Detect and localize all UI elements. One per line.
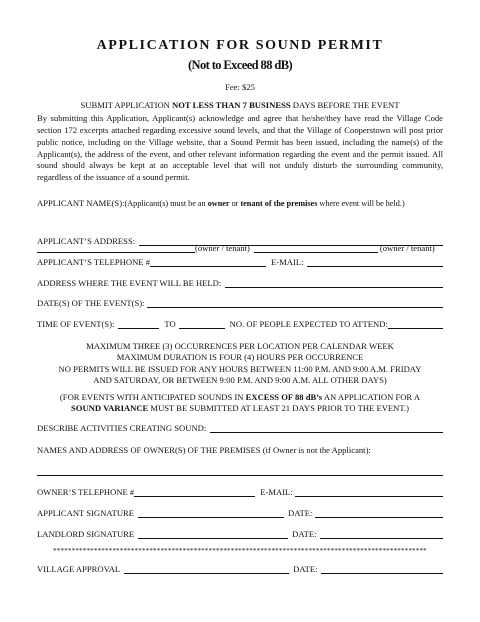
time-start-field[interactable]	[118, 318, 159, 329]
acknowledgement-paragraph: By submitting this Application, Applicant(s) acknowledge and agree that he/she/they have read the Village Code section 172 excerpts attached regarding excessive sound levels, and that the Village of Cooperstown will post prior public notice, including on the Village website, that a Sound Permit has been issued, including the name(s) of the Applicant(s), the address of the event, and other relevant information regarding the event and the permit issued. All sound should always be kept at an acceptable level that will not unduly disturb the surrounding community, regardless of the issuance of a sound permit.	[37, 113, 443, 183]
describe-activities-field[interactable]	[210, 422, 443, 433]
time-end-field[interactable]	[179, 318, 225, 329]
applicant-signature-date-field[interactable]	[315, 507, 443, 518]
applicant-telephone-field[interactable]	[150, 256, 266, 267]
owner-tenant-label-1: (owner / tenant)	[195, 243, 250, 253]
event-dates-row: DATE(S) OF THE EVENT(S):	[37, 297, 443, 308]
owner-telephone-field[interactable]	[134, 486, 255, 497]
applicant-address-field[interactable]	[139, 235, 443, 246]
permit-limits	[0, 341, 480, 386]
applicant-email-field[interactable]	[307, 256, 443, 267]
event-time-row: TIME OF EVENT(S): TO NO. OF PEOPLE EXPECTED TO ATTEND:	[37, 318, 443, 329]
owner-names-label: NAMES AND ADDRESS OF OWNER(S) OF THE PREMISES (if Owner is not the Applicant):	[37, 445, 371, 455]
form-title: APPLICATION FOR SOUND PERMIT	[96, 38, 384, 53]
submit-deadline: SUBMIT APPLICATION NOT LESS THAN 7 BUSINESS DAYS BEFORE THE EVENT	[80, 100, 400, 110]
form-subtitle: (Not to Exceed 88 dB)	[187, 58, 293, 72]
landlord-signature-date-field[interactable]	[320, 528, 443, 539]
limit-line: AND SATURDAY, OR BETWEEN 9:00 P.M. AND 9:00 A.M. ALL OTHER DAYS)	[93, 374, 387, 385]
owner-names-field[interactable]	[37, 475, 443, 476]
people-count-field[interactable]	[388, 318, 443, 329]
village-approval-row: VILLAGE APPROVAL DATE:	[37, 563, 443, 574]
event-dates-field[interactable]	[147, 297, 444, 308]
sound-variance-note: (FOR EVENTS WITH ANTICIPATED SOUNDS IN EXCESS OF 88 dB’s AN APPLICATION FOR A SOUND VARIANCE MUST BE SUBMITTED AT LEAST 21 DAYS PRIOR TO THE EVENT.)	[59, 392, 421, 414]
limit-line: MAXIMUM DURATION IS FOUR (4) HOURS PER OCCURRENCE	[116, 352, 364, 363]
owner-email-field[interactable]	[295, 486, 443, 497]
village-approval-date-field[interactable]	[321, 563, 443, 574]
limit-line: MAXIMUM THREE (3) OCCURRENCES PER LOCATION PER CALENDAR WEEK	[86, 341, 394, 351]
owner-tenant-label-2: (owner / tenant)	[379, 243, 435, 253]
village-approval-field[interactable]	[124, 563, 289, 574]
applicant-address-row: APPLICANT’S ADDRESS:	[37, 235, 443, 246]
fee-text: Fee: $25	[225, 82, 255, 92]
divider: *****************************************************************************************************	[53, 547, 427, 555]
event-address-field[interactable]	[225, 277, 443, 288]
event-address-row: ADDRESS WHERE THE EVENT WILL BE HELD:	[37, 277, 443, 288]
landlord-signature-row: LANDLORD SIGNATURE DATE:	[37, 528, 443, 539]
applicant-signature-row: APPLICANT SIGNATURE DATE:	[37, 507, 443, 518]
limit-line: NO PERMITS WILL BE ISSUED FOR ANY HOURS BETWEEN 11:00 P.M. AND 9:00 A.M. FRIDAY	[58, 363, 422, 374]
landlord-signature-field[interactable]	[138, 528, 288, 539]
applicant-telephone-row: APPLICANT’S TELEPHONE # E-MAIL:	[37, 256, 443, 267]
applicant-signature-field[interactable]	[138, 507, 284, 518]
describe-activities-row: DESCRIBE ACTIVITIES CREATING SOUND:	[37, 422, 443, 433]
applicant-names-note: APPLICANT NAME(S): (Applicant(s) must be an owner or tenant of the premises where event will be held.)	[37, 198, 405, 208]
owner-telephone-row: OWNER’S TELEPHONE # E-MAIL:	[37, 486, 443, 497]
